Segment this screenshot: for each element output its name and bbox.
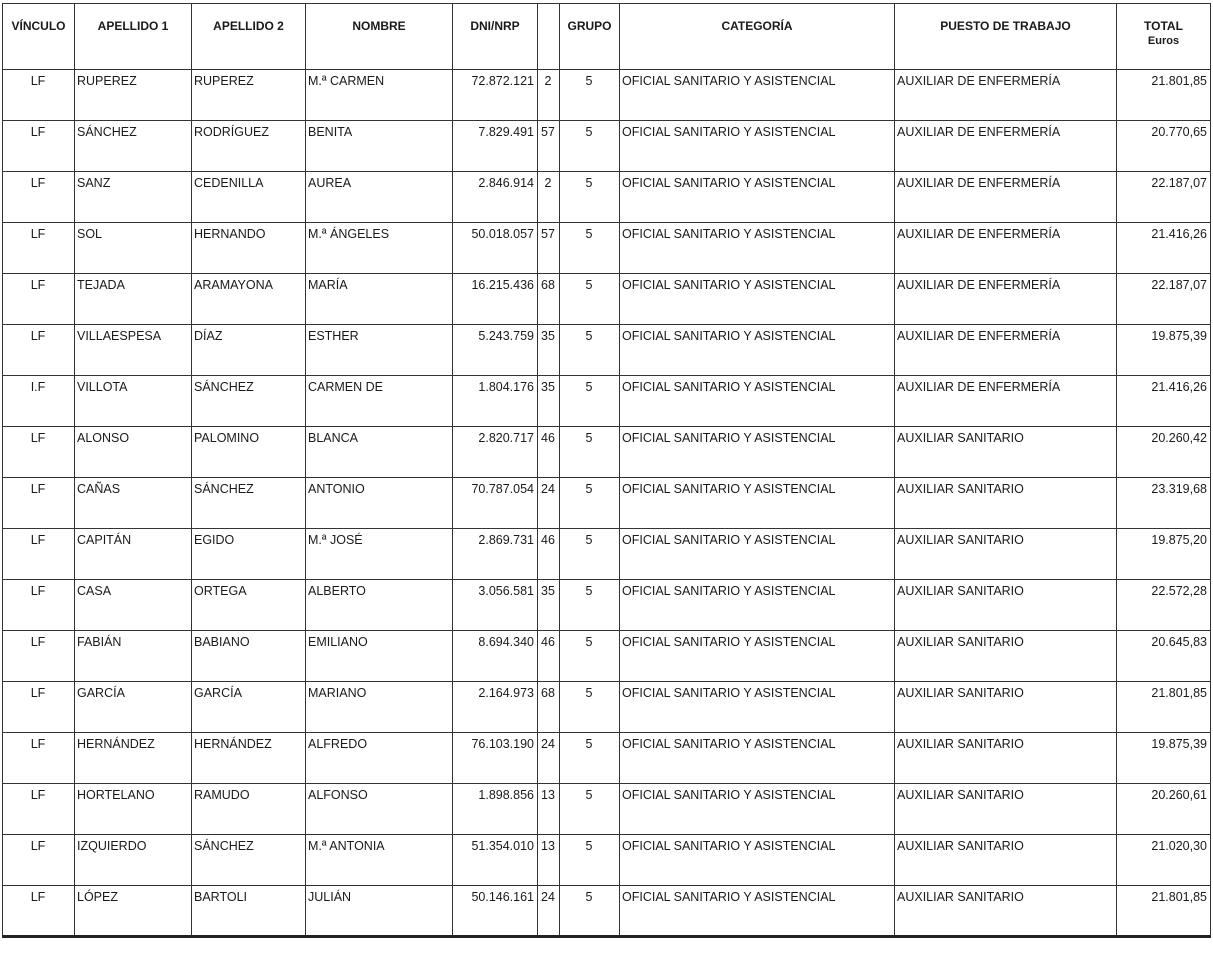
cell-vinculo: LF [3, 70, 75, 121]
header-nombre: NOMBRE [306, 4, 453, 70]
cell-dni: 72.872.121 [453, 70, 538, 121]
cell-total: 20.645,83 [1117, 631, 1211, 682]
cell-total: 20.770,65 [1117, 121, 1211, 172]
cell-dni: 2.846.914 [453, 172, 538, 223]
cell-apellido-2: ARAMAYONA [192, 274, 306, 325]
cell-nrp: 57 [538, 223, 560, 274]
cell-categoria: OFICIAL SANITARIO Y ASISTENCIAL [620, 886, 895, 937]
cell-nrp: 57 [538, 121, 560, 172]
cell-apellido-1: RUPEREZ [75, 70, 192, 121]
cell-puesto: AUXILIAR SANITARIO [895, 529, 1117, 580]
cell-dni: 2.164.973 [453, 682, 538, 733]
cell-categoria: OFICIAL SANITARIO Y ASISTENCIAL [620, 325, 895, 376]
cell-puesto: AUXILIAR SANITARIO [895, 478, 1117, 529]
cell-nombre: AUREA [306, 172, 453, 223]
cell-total: 19.875,39 [1117, 733, 1211, 784]
cell-categoria: OFICIAL SANITARIO Y ASISTENCIAL [620, 376, 895, 427]
cell-vinculo: LF [3, 529, 75, 580]
cell-puesto: AUXILIAR DE ENFERMERÍA [895, 274, 1117, 325]
cell-grupo: 5 [560, 121, 620, 172]
table-row [3, 631, 1211, 682]
header-total [1117, 4, 1211, 70]
cell-apellido-1: VILLAESPESA [75, 325, 192, 376]
cell-vinculo: LF [3, 784, 75, 835]
cell-total: 21.801,85 [1117, 682, 1211, 733]
cell-dni: 2.869.731 [453, 529, 538, 580]
cell-vinculo: LF [3, 631, 75, 682]
cell-grupo: 5 [560, 733, 620, 784]
header-total-label: TOTAL [1144, 19, 1183, 33]
cell-vinculo: I.F [3, 376, 75, 427]
cell-total: 22.187,07 [1117, 172, 1211, 223]
cell-vinculo: LF [3, 325, 75, 376]
cell-total: 21.801,85 [1117, 886, 1211, 937]
cell-puesto: AUXILIAR DE ENFERMERÍA [895, 121, 1117, 172]
table-row [3, 70, 1211, 121]
cell-apellido-2: BARTOLI [192, 886, 306, 937]
cell-nombre: EMILIANO [306, 631, 453, 682]
cell-nombre: MARIANO [306, 682, 453, 733]
cell-total: 21.416,26 [1117, 223, 1211, 274]
cell-nrp: 2 [538, 172, 560, 223]
cell-grupo: 5 [560, 274, 620, 325]
header-grupo: GRUPO [560, 4, 620, 70]
cell-apellido-1: SOL [75, 223, 192, 274]
cell-categoria: OFICIAL SANITARIO Y ASISTENCIAL [620, 70, 895, 121]
cell-grupo: 5 [560, 835, 620, 886]
cell-apellido-1: CASA [75, 580, 192, 631]
cell-puesto: AUXILIAR SANITARIO [895, 631, 1117, 682]
cell-dni: 50.146.161 [453, 886, 538, 937]
table-row [3, 121, 1211, 172]
cell-dni: 2.820.717 [453, 427, 538, 478]
cell-puesto: AUXILIAR DE ENFERMERÍA [895, 172, 1117, 223]
table-row [3, 733, 1211, 784]
cell-nombre: ALFREDO [306, 733, 453, 784]
cell-nrp: 68 [538, 682, 560, 733]
header-apellido-1: APELLIDO 1 [75, 4, 192, 70]
header-dni: DNI/NRP [453, 4, 538, 70]
cell-nrp: 35 [538, 325, 560, 376]
cell-dni: 50.018.057 [453, 223, 538, 274]
header-nrp [538, 4, 560, 70]
cell-grupo: 5 [560, 376, 620, 427]
table-header-row [3, 4, 1211, 70]
cell-total: 19.875,20 [1117, 529, 1211, 580]
cell-vinculo: LF [3, 580, 75, 631]
cell-apellido-1: GARCÍA [75, 682, 192, 733]
cell-total: 19.875,39 [1117, 325, 1211, 376]
cell-vinculo: LF [3, 835, 75, 886]
cell-total: 20.260,42 [1117, 427, 1211, 478]
cell-grupo: 5 [560, 886, 620, 937]
cell-grupo: 5 [560, 478, 620, 529]
cell-categoria: OFICIAL SANITARIO Y ASISTENCIAL [620, 733, 895, 784]
cell-nombre: ESTHER [306, 325, 453, 376]
table-row [3, 886, 1211, 937]
cell-nombre: M.ª ANTONIA [306, 835, 453, 886]
cell-apellido-1: FABIÁN [75, 631, 192, 682]
cell-nombre: ALBERTO [306, 580, 453, 631]
cell-nombre: BLANCA [306, 427, 453, 478]
table-row [3, 835, 1211, 886]
cell-vinculo: LF [3, 427, 75, 478]
cell-dni: 3.056.581 [453, 580, 538, 631]
cell-dni: 76.103.190 [453, 733, 538, 784]
table-row [3, 427, 1211, 478]
cell-dni: 7.829.491 [453, 121, 538, 172]
cell-apellido-1: TEJADA [75, 274, 192, 325]
cell-apellido-2: RODRÍGUEZ [192, 121, 306, 172]
table-row [3, 478, 1211, 529]
cell-apellido-1: SÁNCHEZ [75, 121, 192, 172]
cell-nrp: 35 [538, 580, 560, 631]
cell-apellido-2: HERNANDO [192, 223, 306, 274]
cell-apellido-2: RAMUDO [192, 784, 306, 835]
cell-nombre: ALFONSO [306, 784, 453, 835]
cell-puesto: AUXILIAR DE ENFERMERÍA [895, 223, 1117, 274]
cell-categoria: OFICIAL SANITARIO Y ASISTENCIAL [620, 529, 895, 580]
cell-puesto: AUXILIAR SANITARIO [895, 580, 1117, 631]
cell-nrp: 24 [538, 886, 560, 937]
cell-nombre: CARMEN DE [306, 376, 453, 427]
cell-apellido-2: SÁNCHEZ [192, 478, 306, 529]
cell-apellido-2: HERNÁNDEZ [192, 733, 306, 784]
cell-apellido-2: SÁNCHEZ [192, 835, 306, 886]
cell-apellido-2: RUPEREZ [192, 70, 306, 121]
cell-nrp: 35 [538, 376, 560, 427]
cell-categoria: OFICIAL SANITARIO Y ASISTENCIAL [620, 580, 895, 631]
cell-puesto: AUXILIAR SANITARIO [895, 886, 1117, 937]
cell-categoria: OFICIAL SANITARIO Y ASISTENCIAL [620, 274, 895, 325]
cell-nombre: BENITA [306, 121, 453, 172]
cell-vinculo: LF [3, 886, 75, 937]
header-total-unit: Euros [1147, 35, 1180, 47]
cell-total: 21.416,26 [1117, 376, 1211, 427]
table-row [3, 784, 1211, 835]
cell-categoria: OFICIAL SANITARIO Y ASISTENCIAL [620, 121, 895, 172]
cell-puesto: AUXILIAR SANITARIO [895, 784, 1117, 835]
cell-nombre: M.ª CARMEN [306, 70, 453, 121]
cell-apellido-2: ORTEGA [192, 580, 306, 631]
cell-nrp: 46 [538, 631, 560, 682]
cell-total: 21.020,30 [1117, 835, 1211, 886]
cell-dni: 5.243.759 [453, 325, 538, 376]
cell-total: 20.260,61 [1117, 784, 1211, 835]
cell-total: 22.187,07 [1117, 274, 1211, 325]
cell-grupo: 5 [560, 529, 620, 580]
cell-apellido-1: HORTELANO [75, 784, 192, 835]
cell-apellido-2: EGIDO [192, 529, 306, 580]
cell-apellido-2: BABIANO [192, 631, 306, 682]
cell-puesto: AUXILIAR SANITARIO [895, 733, 1117, 784]
cell-grupo: 5 [560, 631, 620, 682]
cell-vinculo: LF [3, 682, 75, 733]
cell-puesto: AUXILIAR SANITARIO [895, 835, 1117, 886]
table-row [3, 274, 1211, 325]
cell-dni: 1.898.856 [453, 784, 538, 835]
cell-grupo: 5 [560, 580, 620, 631]
cell-categoria: OFICIAL SANITARIO Y ASISTENCIAL [620, 835, 895, 886]
cell-apellido-2: SÁNCHEZ [192, 376, 306, 427]
cell-nombre: MARÍA [306, 274, 453, 325]
cell-apellido-1: ALONSO [75, 427, 192, 478]
cell-puesto: AUXILIAR DE ENFERMERÍA [895, 376, 1117, 427]
header-apellido-2: APELLIDO 2 [192, 4, 306, 70]
cell-nombre: JULIÁN [306, 886, 453, 937]
cell-vinculo: LF [3, 733, 75, 784]
cell-grupo: 5 [560, 682, 620, 733]
staff-salary-table [2, 3, 1211, 938]
cell-grupo: 5 [560, 70, 620, 121]
table-row [3, 376, 1211, 427]
cell-grupo: 5 [560, 427, 620, 478]
cell-vinculo: LF [3, 223, 75, 274]
table-row [3, 172, 1211, 223]
header-vinculo: VÍNCULO [3, 4, 75, 70]
cell-puesto: AUXILIAR DE ENFERMERÍA [895, 325, 1117, 376]
cell-dni: 16.215.436 [453, 274, 538, 325]
header-puesto: PUESTO DE TRABAJO [895, 4, 1117, 70]
table-row [3, 223, 1211, 274]
cell-apellido-2: PALOMINO [192, 427, 306, 478]
cell-categoria: OFICIAL SANITARIO Y ASISTENCIAL [620, 631, 895, 682]
cell-nrp: 24 [538, 478, 560, 529]
cell-nombre: ANTONIO [306, 478, 453, 529]
cell-categoria: OFICIAL SANITARIO Y ASISTENCIAL [620, 478, 895, 529]
cell-grupo: 5 [560, 784, 620, 835]
cell-apellido-1: CAÑAS [75, 478, 192, 529]
cell-vinculo: LF [3, 274, 75, 325]
cell-categoria: OFICIAL SANITARIO Y ASISTENCIAL [620, 172, 895, 223]
cell-nrp: 46 [538, 427, 560, 478]
cell-nrp: 2 [538, 70, 560, 121]
cell-nrp: 13 [538, 835, 560, 886]
cell-grupo: 5 [560, 325, 620, 376]
cell-dni: 51.354.010 [453, 835, 538, 886]
cell-total: 23.319,68 [1117, 478, 1211, 529]
cell-dni: 70.787.054 [453, 478, 538, 529]
cell-nombre: M.ª JOSÉ [306, 529, 453, 580]
cell-vinculo: LF [3, 172, 75, 223]
table-row [3, 325, 1211, 376]
cell-apellido-1: CAPITÁN [75, 529, 192, 580]
cell-puesto: AUXILIAR SANITARIO [895, 682, 1117, 733]
cell-apellido-1: HERNÁNDEZ [75, 733, 192, 784]
cell-apellido-2: CEDENILLA [192, 172, 306, 223]
cell-nombre: M.ª ÁNGELES [306, 223, 453, 274]
cell-nrp: 13 [538, 784, 560, 835]
header-categoria: CATEGORÍA [620, 4, 895, 70]
cell-total: 21.801,85 [1117, 70, 1211, 121]
cell-nrp: 46 [538, 529, 560, 580]
cell-total: 22.572,28 [1117, 580, 1211, 631]
cell-nrp: 24 [538, 733, 560, 784]
cell-vinculo: LF [3, 478, 75, 529]
table-row [3, 529, 1211, 580]
cell-dni: 8.694.340 [453, 631, 538, 682]
cell-puesto: AUXILIAR DE ENFERMERÍA [895, 70, 1117, 121]
cell-apellido-1: SANZ [75, 172, 192, 223]
table-row [3, 580, 1211, 631]
table-row [3, 682, 1211, 733]
cell-puesto: AUXILIAR SANITARIO [895, 427, 1117, 478]
cell-apellido-1: VILLOTA [75, 376, 192, 427]
cell-apellido-2: DÍAZ [192, 325, 306, 376]
cell-apellido-2: GARCÍA [192, 682, 306, 733]
cell-nrp: 68 [538, 274, 560, 325]
cell-grupo: 5 [560, 223, 620, 274]
cell-dni: 1.804.176 [453, 376, 538, 427]
cell-categoria: OFICIAL SANITARIO Y ASISTENCIAL [620, 784, 895, 835]
cell-vinculo: LF [3, 121, 75, 172]
cell-categoria: OFICIAL SANITARIO Y ASISTENCIAL [620, 223, 895, 274]
cell-apellido-1: IZQUIERDO [75, 835, 192, 886]
cell-categoria: OFICIAL SANITARIO Y ASISTENCIAL [620, 682, 895, 733]
cell-apellido-1: LÓPEZ [75, 886, 192, 937]
cell-categoria: OFICIAL SANITARIO Y ASISTENCIAL [620, 427, 895, 478]
cell-grupo: 5 [560, 172, 620, 223]
